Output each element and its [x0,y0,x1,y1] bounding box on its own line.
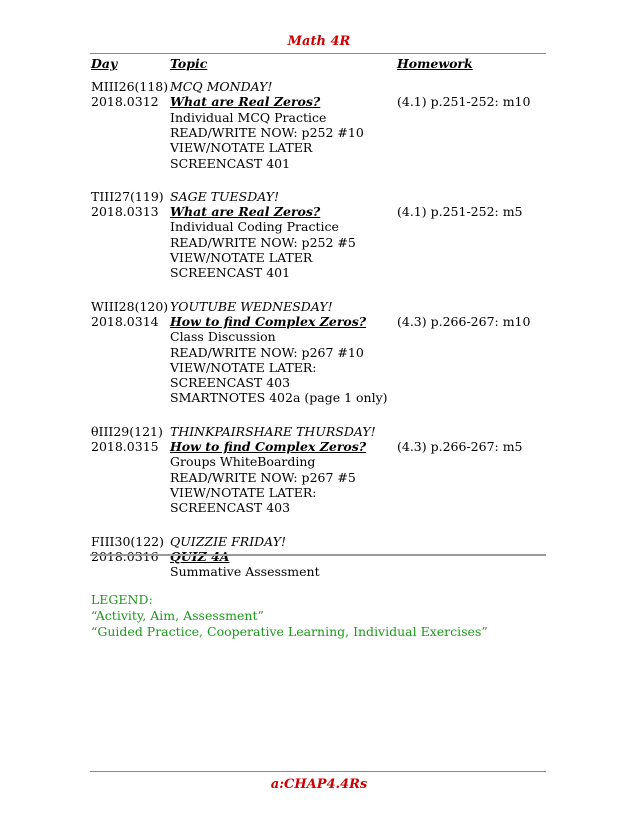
entry-theme: MCQ MONDAY! [170,79,273,94]
entry-aim: How to find Complex Zeros? [170,439,367,454]
entry-day: MIII26(118) [91,79,169,94]
entry-detail: SCREENCAST 401 [170,155,291,171]
legend-line-2: “Guided Practice, Cooperative Learning, Individual Exercises” [91,624,488,639]
entry-date: 2018.0315 [91,439,159,454]
entry-theme: QUIZZIE FRIDAY! [170,533,286,549]
entry-detail: READ/WRITE NOW: p252 #10 [170,124,364,140]
entry-aim: QUIZ 4A [170,548,230,564]
entry-date: 2018.0316 [91,548,159,564]
entry-detail: VIEW/NOTATE LATER [170,250,313,265]
entry-detail: Class Discussion [170,329,276,345]
entry-day: TIII27(119) [91,188,164,204]
entry-detail: SCREENCAST 401 [170,265,291,281]
page-title: Math 4R [287,34,351,49]
entry-theme: THINKPAIRSHARE THURSDAY! [170,423,376,439]
entry-homework: (4.3) p.266-267: m5 [397,439,523,454]
legend-title: LEGEND: [91,592,153,607]
entry-date: 2018.0313 [91,204,159,220]
entry-detail: SMARTNOTES 402a (page 1 only) [170,390,388,406]
entry-detail: Summative Assessment [170,564,320,580]
entry-detail: SCREENCAST 403 [170,500,291,516]
entry-homework: (4.1) p.251-252: m5 [397,204,523,220]
entry-detail: VIEW/NOTATE LATER: [170,484,317,500]
column-header-day: Day [91,56,118,71]
entry-aim: What are Real Zeros? [170,204,321,220]
entry-detail: READ/WRITE NOW: p267 #10 [170,344,364,360]
header-rule [90,53,546,54]
entry-theme: YOUTUBE WEDNESDAY! [170,298,333,314]
footer-rule [90,771,546,772]
footer-label: a:CHAP4.4Rs [270,777,368,792]
entry-aim: What are Real Zeros? [170,94,321,110]
entry-date: 2018.0312 [91,94,159,110]
entry-detail: SCREENCAST 403 [170,375,291,391]
legend-line-1: “Activity, Aim, Assessment” [91,608,264,623]
entry-detail: VIEW/NOTATE LATER: [170,359,317,375]
entry-date: 2018.0314 [91,313,159,329]
entry-detail: READ/WRITE NOW: p252 #5 [170,234,356,250]
entry-day: FIII30(122) [91,533,165,549]
entry-day: WIII28(120) [91,298,169,314]
entry-detail: READ/WRITE NOW: p267 #5 [170,469,356,485]
column-header-homework: Homework [397,56,473,71]
entry-theme: SAGE TUESDAY! [170,188,280,204]
entry-day: θIII29(121) [91,423,163,439]
entry-detail: Individual Coding Practice [170,219,339,235]
table-bottom-rule [90,554,546,556]
entry-aim: How to find Complex Zeros? [170,313,367,329]
entry-detail: Individual MCQ Practice [170,109,327,125]
column-header-topic: Topic [170,56,208,71]
entry-homework: (4.1) p.251-252: m10 [397,94,531,110]
entry-detail: VIEW/NOTATE LATER [170,140,313,156]
entry-detail: Groups WhiteBoarding [170,454,316,470]
entry-homework: (4.3) p.266-267: m10 [397,313,531,329]
